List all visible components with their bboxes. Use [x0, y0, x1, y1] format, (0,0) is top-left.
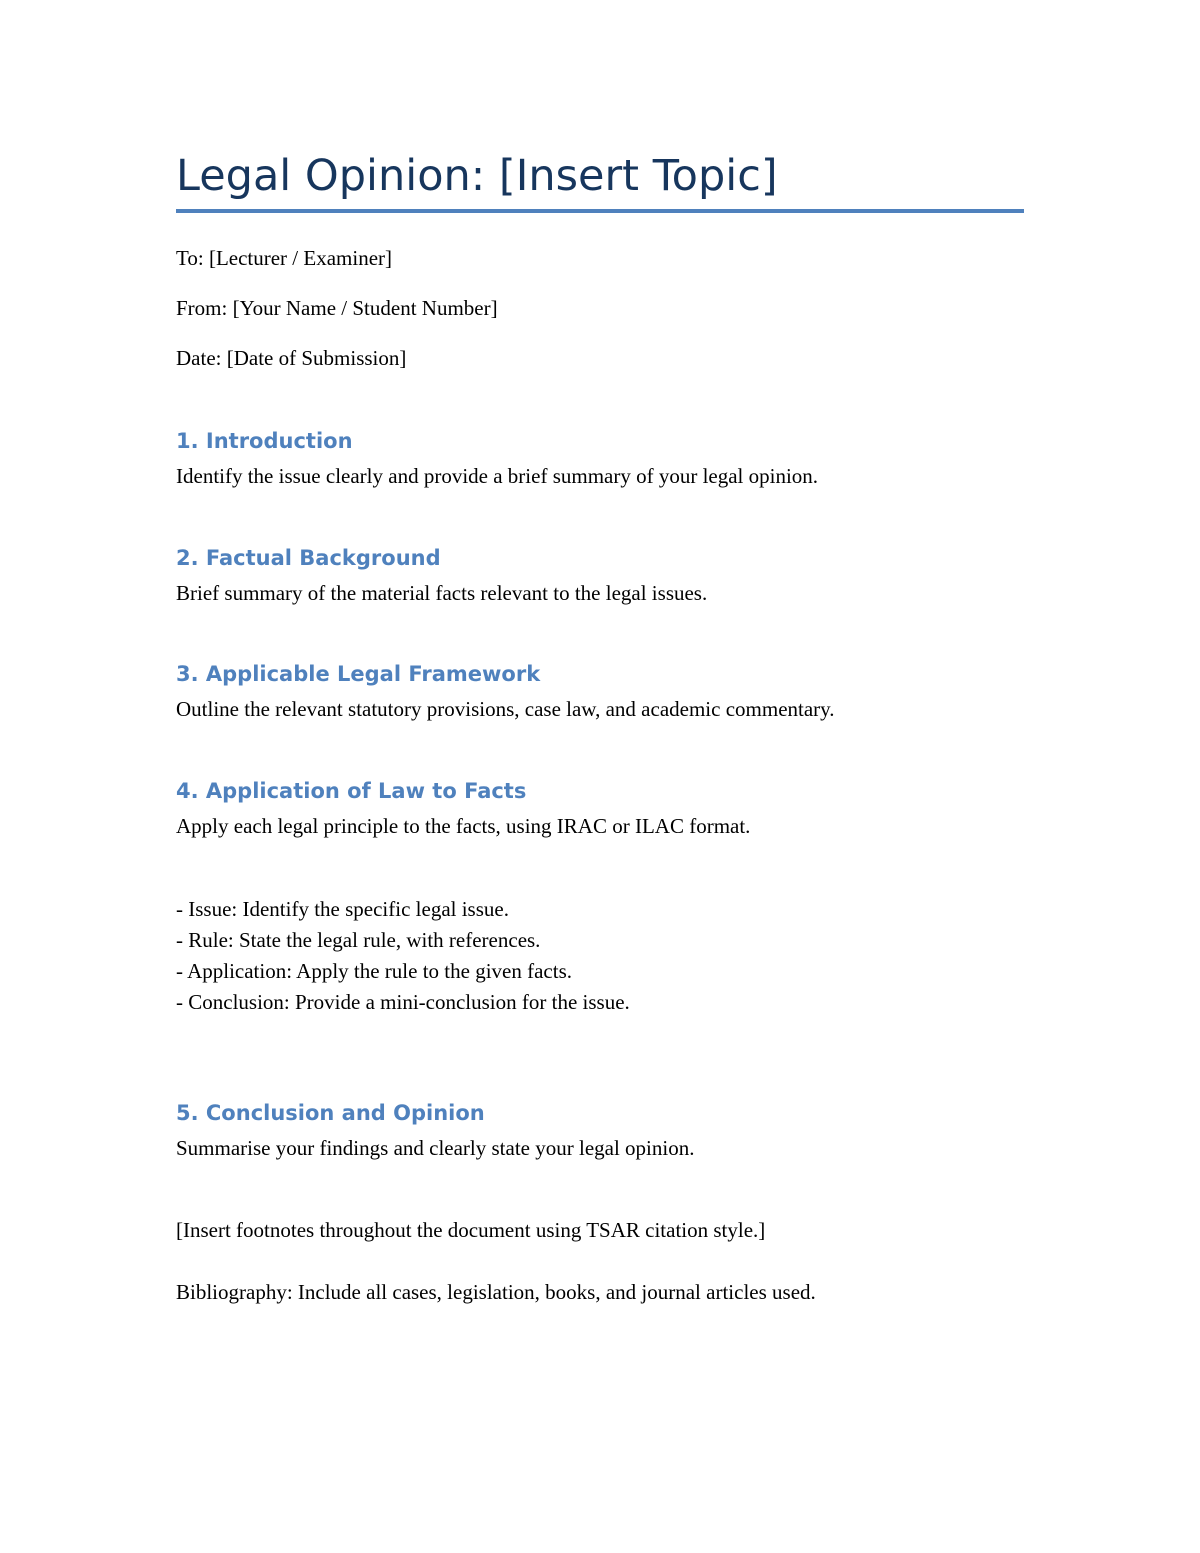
- section-text-application: Apply each legal principle to the facts, using IRAC or ILAC format.: [176, 814, 751, 838]
- list-item-rule: - Rule: State the legal rule, with references.: [176, 928, 541, 952]
- section-text-conclusion: Summarise your findings and clearly state your legal opinion.: [176, 1136, 695, 1160]
- section-text-introduction: Identify the issue clearly and provide a brief summary of your legal opinion.: [176, 464, 819, 488]
- section-heading-introduction: 1. Introduction: [176, 429, 353, 453]
- section-text-legal-framework: Outline the relevant statutory provisions, case law, and academic commentary.: [176, 697, 835, 721]
- footnote-instruction: [Insert footnotes throughout the document using TSAR citation style.]: [176, 1218, 766, 1242]
- list-item-issue: - Issue: Identify the specific legal issue.: [176, 897, 509, 921]
- section-heading-conclusion: 5. Conclusion and Opinion: [176, 1101, 485, 1125]
- irac-list: [176, 894, 630, 1018]
- memo-to: To: [Lecturer / Examiner]: [176, 246, 393, 270]
- bibliography-instruction: Bibliography: Include all cases, legislation, books, and journal articles used.: [176, 1280, 816, 1304]
- memo-date: Date: [Date of Submission]: [176, 346, 407, 370]
- section-text-factual-background: Brief summary of the material facts relevant to the legal issues.: [176, 581, 708, 605]
- list-item-conclusion: - Conclusion: Provide a mini-conclusion for the issue.: [176, 990, 630, 1014]
- title-underline: [176, 209, 1024, 213]
- section-heading-factual-background: 2. Factual Background: [176, 546, 441, 570]
- memo-from: From: [Your Name / Student Number]: [176, 296, 498, 320]
- document-title: Legal Opinion: [Insert Topic]: [176, 151, 778, 201]
- list-item-application: - Application: Apply the rule to the given facts.: [176, 959, 572, 983]
- section-heading-legal-framework: 3. Applicable Legal Framework: [176, 662, 541, 686]
- section-heading-application: 4. Application of Law to Facts: [176, 779, 527, 803]
